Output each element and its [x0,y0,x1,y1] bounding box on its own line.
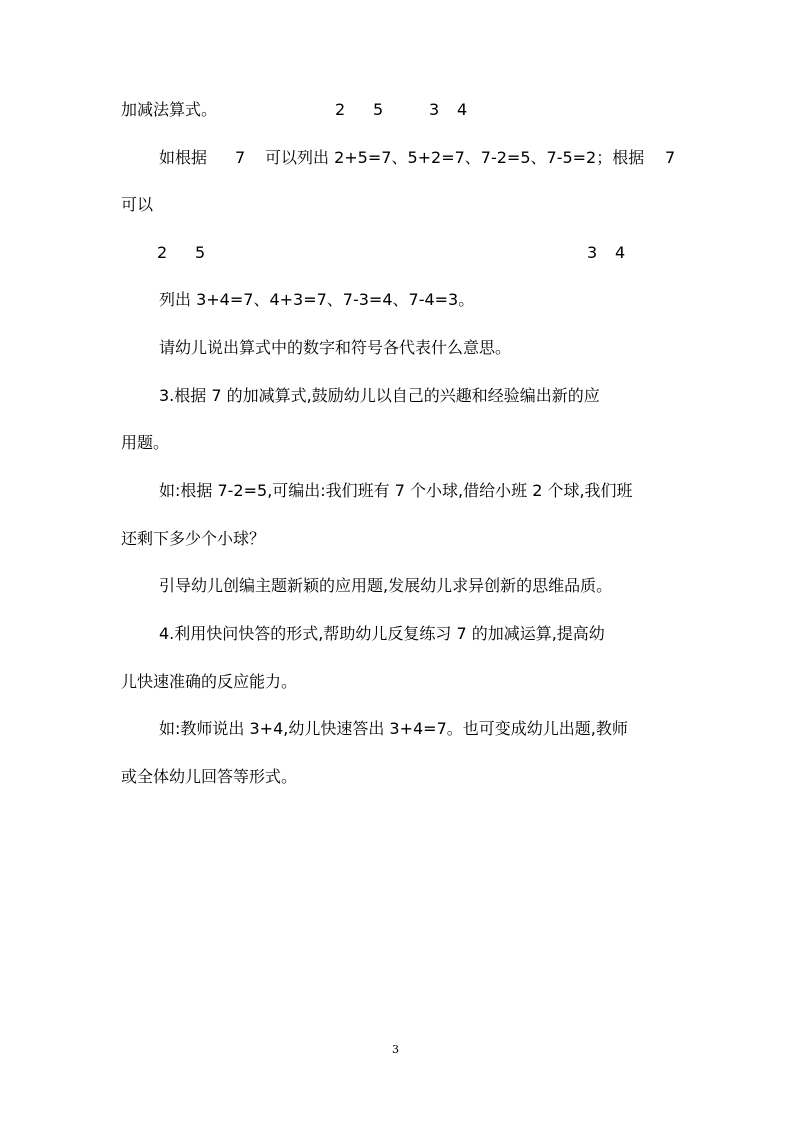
text-line: 可以 [121,195,154,214]
diagram-number: 7 [235,148,246,167]
text-line: 引导幼儿创编主题新颖的应用题,发展幼儿求异创新的思维品质。 [159,576,613,595]
diagram-number: 7 [665,148,676,167]
text-line: 儿快速准确的反应能力。 [121,672,298,691]
text-line: 加减法算式。 [121,100,218,119]
diagram-number: 2 [335,100,346,119]
text-line: 如:根据 7-2=5,可编出:我们班有 7 个小球,借给小班 2 个球,我们班 [159,481,633,500]
diagram-number: 3 [429,100,440,119]
diagram-number: 4 [457,100,468,119]
diagram-number: 3 [587,243,598,262]
text-line: 或全体幼儿回答等形式。 [121,767,298,786]
page-number: 3 [392,1043,399,1056]
text-line: 3.根据 7 的加减算式,鼓励幼儿以自己的兴趣和经验编出新的应 [159,386,600,405]
diagram-number: 2 [157,243,168,262]
text-line: 如根据 [159,148,208,167]
diagram-number: 5 [195,243,206,262]
text-line: 还剩下多少个小球？ [121,529,266,548]
diagram-number: 5 [373,100,384,119]
diagram-number: 4 [615,243,626,262]
text-line: 列出 3+4=7、4+3=7、7-3=4、7-4=3。 [159,290,475,309]
text-line: 请幼儿说出算式中的数字和符号各代表什么意思。 [159,338,512,357]
text-line: 如:教师说出 3+4,幼儿快速答出 3+4=7。也可变成幼儿出题,教师 [159,719,628,738]
text-line: 可以列出 2+5=7、5+2=7、7-2=5、7-5=2；根据 [265,148,645,167]
text-line: 用题。 [121,433,170,452]
text-line: 4.利用快问快答的形式,帮助幼儿反复练习 7 的加减运算,提高幼 [159,624,605,643]
